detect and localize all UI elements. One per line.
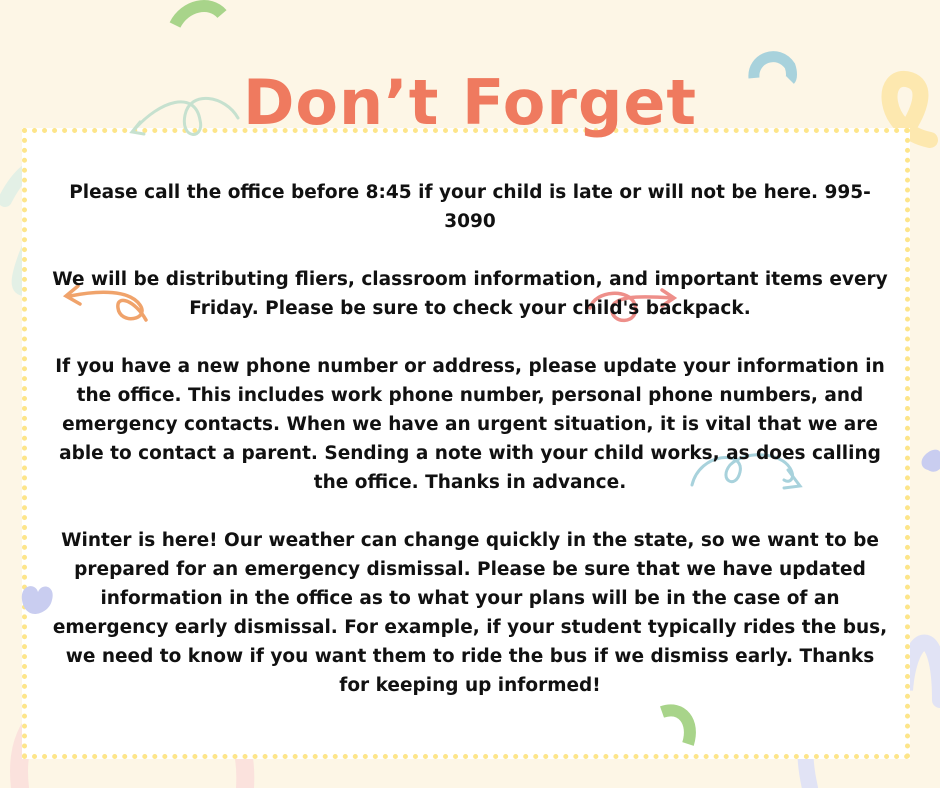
notice-body: [52, 178, 888, 700]
leaf-shape: [922, 450, 940, 472]
green-arc-shape: [662, 710, 690, 744]
notice-paragraph-winter-dismissal: Winter is here! Our weather can change quickly in the state, so we want to be prepared for an emergency dismissal. Please be sure that we have updated information in the office as to what your plans will be in the case of an emergency early dismissal. For example, if your student typically rides the bus, we need to know if you want them to ride the bus if we dismiss early. Thanks for keeping up informed!: [52, 530, 888, 696]
notice-paragraph-fliers: We will be distributing fliers, classroom information, and important items every Friday. Please be sure to check your child's backpack.: [52, 269, 888, 319]
notice-paragraph-contact-info: If you have a new phone number or address, please update your information in the office. This includes work phone number, personal phone numbers, and emergency contacts. When we have an urgent situation, it is vital that we are able to contact a parent. Sending a note with your child works, as does calling the office. Thanks in advance.: [55, 356, 885, 493]
green-arc-shape: [175, 6, 222, 25]
heart-shape: [22, 586, 53, 614]
page-title: Don’t Forget: [242, 66, 698, 139]
notice-paragraph-attendance: Please call the office before 8:45 if your child is late or will not be here. 995-3090: [69, 182, 871, 232]
